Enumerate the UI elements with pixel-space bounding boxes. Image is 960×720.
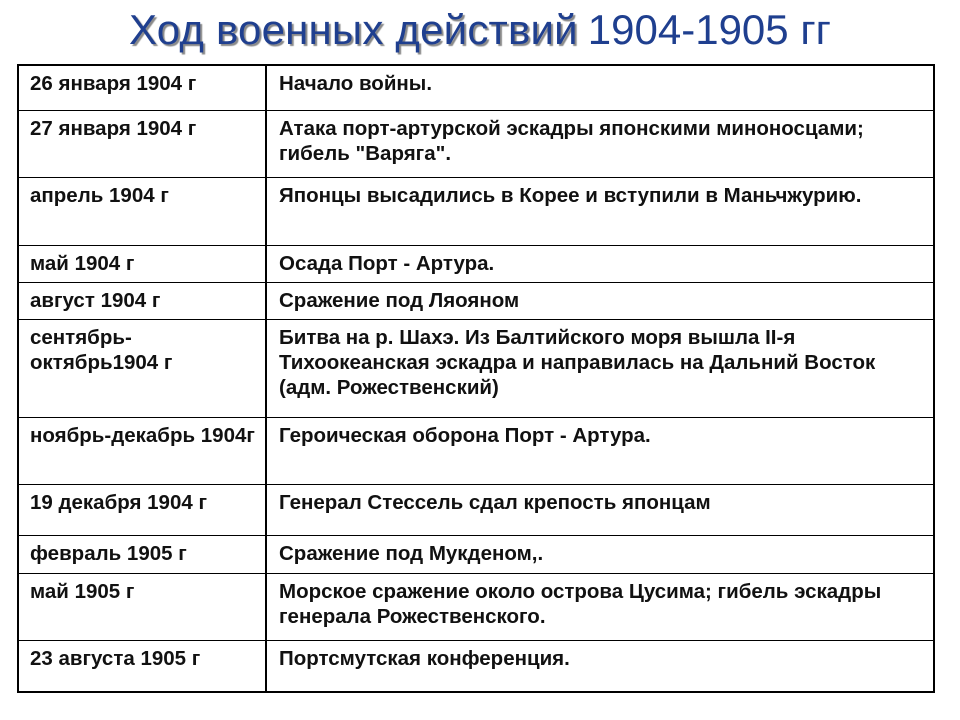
date-cell: май 1904 г xyxy=(18,245,266,282)
event-cell: Морское сражение около острова Цусима; гибель эскадры генерала Рожественского. xyxy=(266,573,934,640)
date-cell: сентябрь-октябрь1904 г xyxy=(18,319,266,417)
table-row xyxy=(18,319,934,417)
table-row xyxy=(18,640,934,692)
date-cell: 26 января 1904 г xyxy=(18,65,266,110)
date-cell: август 1904 г xyxy=(18,282,266,319)
title-main-text: Ход военных действий xyxy=(129,6,578,53)
table-row xyxy=(18,177,934,245)
page-title xyxy=(0,2,960,58)
title-years-text: 1904-1905 гг xyxy=(587,6,831,53)
table-row xyxy=(18,110,934,177)
event-cell: Японцы высадились в Корее и вступили в Маньчжурию. xyxy=(266,177,934,245)
date-cell: 19 декабря 1904 г xyxy=(18,484,266,535)
date-cell: ноябрь-декабрь 1904г xyxy=(18,417,266,484)
table-row xyxy=(18,573,934,640)
event-cell: Сражение под Ляояном xyxy=(266,282,934,319)
event-cell: Героическая оборона Порт - Артура. xyxy=(266,417,934,484)
event-cell: Битва на р. Шахэ. Из Балтийского моря вышла II-я Тихоокеанская эскадра и направилась на Дальний Восток (адм. Рожественский) xyxy=(266,319,934,417)
table-row xyxy=(18,65,934,110)
date-cell: 27 января 1904 г xyxy=(18,110,266,177)
event-cell: Атака порт-артурской эскадры японскими миноносцами; гибель "Варяга". xyxy=(266,110,934,177)
table-row xyxy=(18,484,934,535)
date-cell: апрель 1904 г xyxy=(18,177,266,245)
table-row xyxy=(18,417,934,484)
event-cell: Генерал Стессель сдал крепость японцам xyxy=(266,484,934,535)
events-table xyxy=(17,64,935,693)
date-cell: февраль 1905 г xyxy=(18,535,266,573)
event-cell: Сражение под Мукденом,. xyxy=(266,535,934,573)
event-cell: Начало войны. xyxy=(266,65,934,110)
event-cell: Портсмутская конференция. xyxy=(266,640,934,692)
event-cell: Осада Порт - Артура. xyxy=(266,245,934,282)
table-row xyxy=(18,282,934,319)
date-cell: 23 августа 1905 г xyxy=(18,640,266,692)
date-cell: май 1905 г xyxy=(18,573,266,640)
table-row xyxy=(18,535,934,573)
table-row xyxy=(18,245,934,282)
